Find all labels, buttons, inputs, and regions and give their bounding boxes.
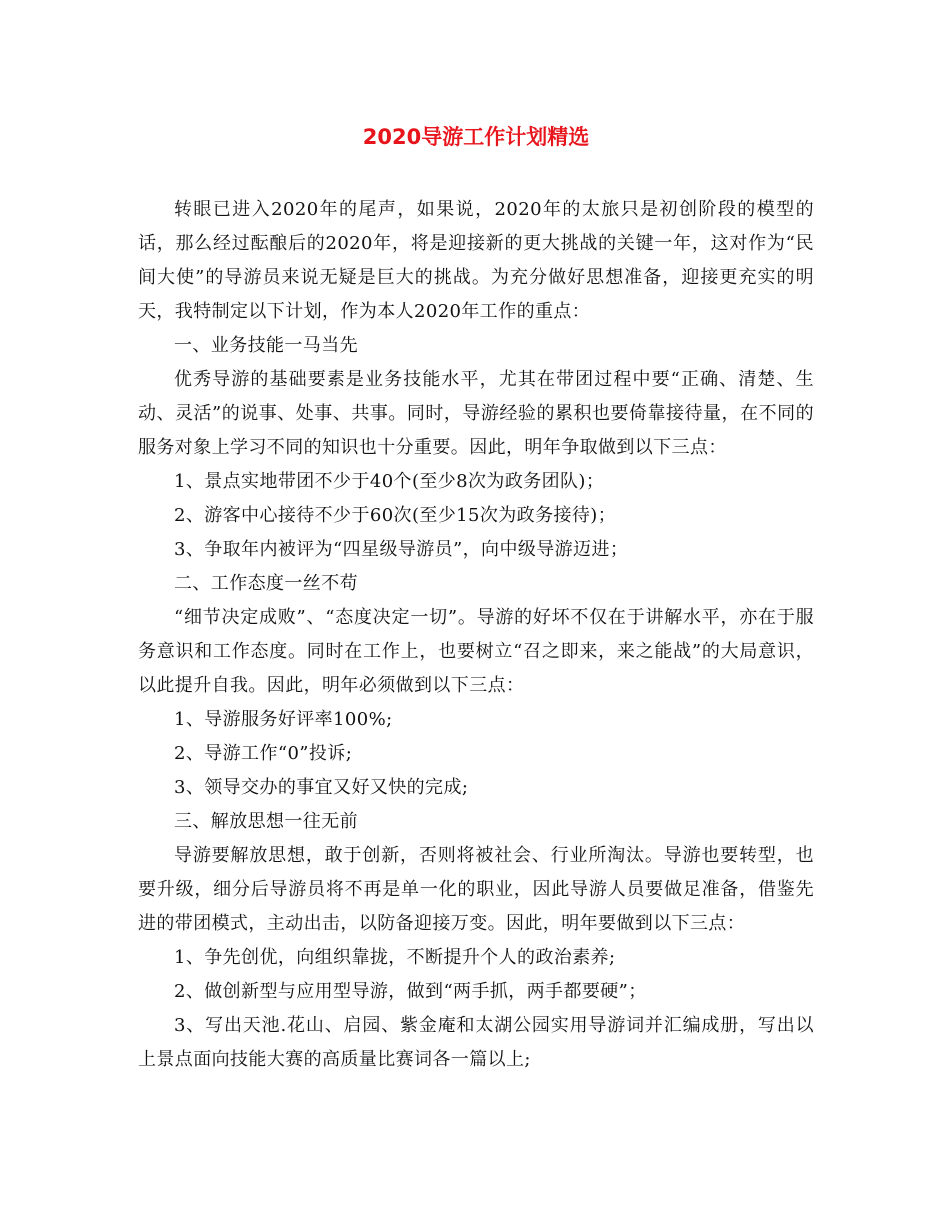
document-body [138, 193, 814, 1077]
paragraph-section-2: “细节决定成败”、“态度决定一切”。导游的好坏不仅在于讲解水平，亦在于服务意识和工作态度。同时在工作上，也要树立“召之即来，来之能战”的大局意识，以此提升自我。因此，明年必须做到以下三点： [138, 607, 814, 696]
paragraph-section-3: 导游要解放思想，敢于创新，否则将被社会、行业所淘汰。导游也要转型，也要升级，细分后导游员将不再是单一化的职业，因此导游人员要做足准备，借鉴先进的带团模式，主动出击，以防备迎接万变。因此，明年要做到以下三点： [138, 845, 814, 934]
list-item: 2、游客中心接待不少于60次(至少15次为政务接待)； [174, 505, 617, 526]
list-item: 2、做创新型与应用型导游，做到“两手抓，两手都要硬”； [174, 981, 647, 1002]
list-item: 3、领导交办的事宜又好又快的完成; [174, 777, 469, 798]
list-item: 1、导游服务好评率100%; [174, 709, 393, 730]
section-heading-2: 二、工作态度一丝不苟 [174, 573, 358, 594]
document-title: 2020导游工作计划精选 [362, 125, 590, 149]
list-item: 1、景点实地带团不少于40个(至少8次为政务团队)； [174, 471, 605, 492]
list-item: 3、争取年内被评为“四星级导游员”，向中级导游迈进； [174, 539, 629, 560]
list-item: 1、争先创优，向组织靠拢，不断提升个人的政治素养; [174, 947, 616, 968]
section-heading-1: 一、业务技能一马当先 [174, 335, 358, 356]
paragraph-intro: 转眼已进入2020年的尾声，如果说，2020年的太旅只是初创阶段的模型的话，那么经过酝酿后的2020年，将是迎接新的更大挑战的关键一年，这对作为“民间大使”的导游员来说无疑是巨大的挑战。为充分做好思想准备，迎接更充实的明天，我特制定以下计划，作为本人2020年工作的重点： [138, 199, 814, 322]
section-heading-3: 三、解放思想一往无前 [174, 811, 358, 832]
list-item: 2、导游工作“0”投诉; [174, 743, 353, 764]
paragraph-section-1: 优秀导游的基础要素是业务技能水平，尤其在带团过程中要“正确、清楚、生动、灵活”的说事、处事、共事。同时，导游经验的累积也要倚靠接待量，在不同的服务对象上学习不同的知识也十分重要。因此，明年争取做到以下三点： [138, 369, 814, 458]
list-item: 3、写出天池.花山、启园、紫金庵和太湖公园实用导游词并汇编成册，写出以上景点面向技能大赛的高质量比赛词各一篇以上; [138, 1015, 814, 1070]
